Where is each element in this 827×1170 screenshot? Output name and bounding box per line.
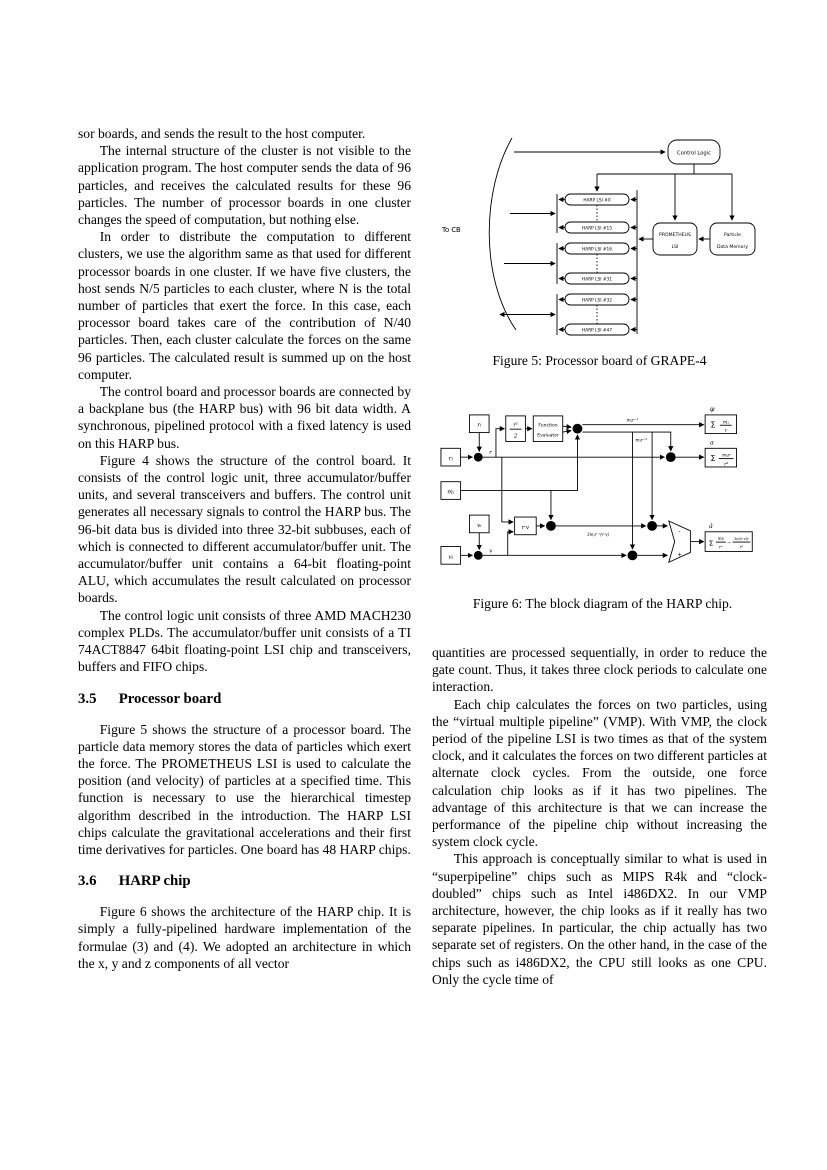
a-denominator: r³ [724, 461, 729, 468]
body-paragraph: The control logic unit consists of three AMD MACH230 complex PLDs. The accumulator/buffer unit consists of a TI 74ACT8847 64bit floating-point LSI chip and transceivers, buffers and FIFO chips. [78, 607, 411, 675]
body-paragraph: In order to distribute the computation to different clusters, we use the algorithm same as that used for different processor boards in one cluster. If we have five clusters, the host sends N/5 particles to each cluster, where N is the total number of particles that exert the force. In this case, each processor board takes care of the contribution of N/40 particles. Then, each cluster calculate the forces on the same 96 particles. The calculated result is summed up on the host computer. [78, 229, 411, 382]
adder-minus-input: - [678, 529, 681, 536]
body-paragraph: Figure 4 shows the structure of the control board. It consists of the control logic unit, three accumulator/buffer units, and several transceivers and buffers. The control unit generates all necessary signals to control the HARP bus. The 96-bit data bus is divided into three 32-bit subbuses, each of which is connected to different accumulator/buffer unit. The accumulator/buffer unit contains a 64-bit floating-point ALU, which accumulates the result calculated on processor boards. [78, 452, 411, 606]
figure-6 [438, 395, 767, 612]
body-paragraph: This approach is conceptually similar to what is used in “superpipeline” chips such as MIPS R4k and “clock-doubled” chips such as Intel i486DX2. In our VMP architecture, however, the chip looks as if it really has two separate pipelines. In particular, the chip actually has two separate set of registers. On the other hand, in the case of the chips such as i486DX2, the CPU still looks as one CPU. Only the cycle time of [432, 851, 767, 987]
section-title: Processor board [118, 690, 222, 707]
multiplier-icon [546, 521, 556, 531]
adot-frac2-denominator: r⁵ [739, 544, 744, 550]
wire [563, 426, 571, 427]
output-phi-symbol: φ [710, 404, 715, 413]
a-sigma: Σ [710, 454, 716, 464]
multiplier-icon [573, 424, 583, 434]
section-title: HARP chip [118, 873, 191, 890]
phi-sigma: Σ [710, 420, 716, 430]
particle-data-memory-box [710, 223, 755, 255]
section-heading-harp-chip [78, 873, 411, 890]
wire-mr3 [582, 432, 670, 451]
multiplier-icon [666, 452, 676, 462]
to-cb-label: To CB [442, 226, 461, 234]
adder-plus-input: + [677, 552, 683, 559]
wire [563, 431, 571, 432]
input-vi-label: vᵢ [476, 522, 482, 529]
figure-6-diagram [438, 395, 767, 590]
adot-sigma: Σ [708, 539, 714, 548]
right-column [432, 128, 767, 988]
wire [502, 457, 513, 522]
adot-frac1-denominator: r³ [719, 544, 723, 550]
harp-lsi-label: HARP LSI #15 [582, 226, 612, 232]
function-evaluator-label-2: Evaluator [537, 433, 559, 439]
wire-jerk-label: 3mⱼr⁻⁵(r·v) [586, 532, 610, 538]
prometheus-lsi-box [653, 223, 697, 255]
wire-mj [461, 435, 578, 490]
input-ri-label: rᵢ [477, 422, 482, 429]
figure-5 [432, 128, 767, 369]
wire-r-label: r [489, 450, 492, 457]
harp-lsi-label: HARP LSI #47 [582, 328, 612, 334]
multiplier-icon [647, 521, 657, 531]
r-dot-v-label: r·v [521, 524, 530, 531]
prometheus-label: PROMETHEUS [659, 233, 691, 238]
adot-frac2-numerator: 3m(r·v)r [734, 537, 749, 542]
harp-lsi-label: HARP LSI #0 [583, 198, 611, 204]
body-paragraph: sor boards, and sends the result to the host computer. [78, 126, 366, 141]
figure-6-caption: Figure 6: The block diagram of the HARP chip. [472, 596, 733, 611]
r2-numerator: r² [513, 422, 518, 429]
function-evaluator-label: Function [538, 423, 558, 429]
output-adot-symbol: ȧ [709, 521, 713, 530]
body-paragraph: The internal structure of the cluster is not visible to the application program. The host computer sends the data of 96 particles, and receives the calculated results for these 96 particles. The number of processor boards in one cluster changes the speed of computation, but nothing else. [78, 143, 411, 228]
wire-v-label: v [489, 548, 493, 555]
output-a-symbol: a [710, 438, 714, 447]
harp-lsi-label: HARP LSI #32 [582, 298, 612, 304]
input-mj-label: mⱼ [447, 489, 455, 496]
prometheus-label-2: LSI [671, 245, 679, 250]
body-paragraph: quantities are processed sequentially, in order to reduce the gate count. Thus, it takes three clock periods to calculate one interaction. [432, 645, 767, 695]
body-paragraph: Figure 5 shows the structure of a processor board. The particle data memory stores the data of particles which exert the force. The PROMETHEUS LSI is used to calculate the position (and velocity) of particles at a specified time. This function is necessary to use the hierarchical timestep algorithm described in the introduction. The HARP LSI chips calculate the gravitational accelerations and their first time derivatives for particles. One board has 48 HARP chips. [78, 721, 411, 857]
section-number: 3.6 [78, 873, 97, 890]
figure-5-caption: Figure 5: Processor board of GRAPE-4 [492, 353, 707, 368]
section-number: 3.5 [78, 690, 97, 707]
multiplier-icon [628, 550, 638, 560]
harp-lsi-label: HARP LSI #16 [582, 247, 612, 253]
wire [496, 429, 504, 457]
input-rj-label: rⱼ [448, 456, 453, 463]
figure-5-diagram [432, 128, 764, 343]
a-numerator: mⱼr [722, 452, 731, 459]
particle-memory-label-2: Data Memory [716, 245, 749, 250]
adot-frac1-numerator: mv [717, 536, 724, 542]
left-column [78, 125, 411, 972]
phi-numerator: mⱼ [722, 419, 729, 426]
wire-mr1-label: mⱼr⁻¹ [626, 418, 639, 424]
particle-memory-label: Particle [724, 233, 741, 238]
input-vj-label: vⱼ [448, 554, 454, 561]
wire [508, 532, 513, 556]
body-paragraph: Each chip calculates the forces on two particles, using the “virtual multiple pipeline” (VMP). With VMP, the clock period of the pipeline LSI is two times as that of the system clock, and it calculates the forces on two different particles at alternate clock cycles. From the outside, one force calculation chip looks as if it has two pipelines. The advantage of this architecture is that we can increase the performance of the pipeline chip without increasing the system clock cycle. [432, 696, 767, 850]
body-paragraph: Figure 6 shows the architecture of the HARP chip. It is simply a fully-pipelined hardware implementation of the formulae (3) and (4). We adopted an architecture in which the x, y and z components of all vector [78, 904, 411, 971]
phi-denominator: r [724, 428, 727, 435]
adot-minus-sign: − [727, 540, 732, 547]
wire-mr3-label: mⱼr⁻³ [635, 438, 648, 444]
backplane-bus-arc [489, 138, 516, 330]
section-heading-processor-board [78, 691, 411, 708]
r2-denominator: 2 [513, 433, 518, 440]
control-logic-label: Control Logic [677, 150, 711, 157]
body-paragraph: The control board and processor boards are connected by a backplane bus (the HARP bus) with 96 bit data width. A synchronous, pipelined protocol with a fixed latency is used on this HARP bus. [78, 384, 411, 451]
harp-lsi-label: HARP LSI #31 [582, 277, 612, 283]
